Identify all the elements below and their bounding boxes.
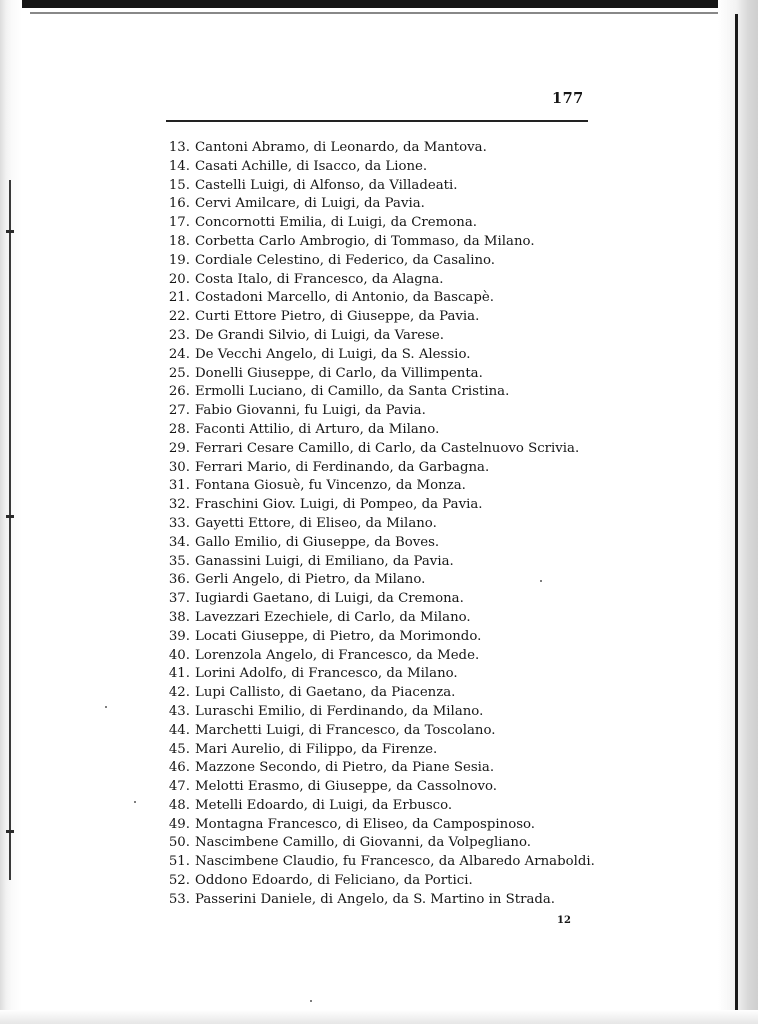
entry-number: 31. [168,478,190,494]
scan-top-edge [0,0,758,8]
list-item [160,684,595,703]
entry-text: Passerini Daniele, di Angelo, da S. Martino in Strada. [195,891,556,907]
entry-number: 27. [168,403,190,419]
list-item [160,327,595,346]
list-item [160,496,595,515]
entry-number: 14. [168,158,190,174]
entry-number: 45. [168,741,190,757]
entry-text: Ermolli Luciano, di Camillo, da Santa Cristina. [195,384,510,400]
scan-right-edge [718,0,758,1024]
entry-number: 34. [168,534,190,550]
list-item [160,647,595,666]
entry-number: 19. [168,252,190,268]
entry-number: 26. [168,384,190,400]
name-list [160,139,595,910]
entry-number: 22. [168,309,190,325]
entry-text: Nascimbene Camillo, di Giovanni, da Volpegliano. [195,835,531,851]
list-item [160,252,595,271]
entry-text: Fraschini Giov. Luigi, di Pompeo, da Pavia. [195,497,483,513]
entry-number: 24. [168,346,190,362]
list-item [160,515,595,534]
entry-number: 44. [168,722,190,738]
entry-number: 50. [168,835,190,851]
list-item [160,628,595,647]
entry-text: Corbetta Carlo Ambrogio, di Tommaso, da Milano. [195,233,535,249]
list-item [160,289,595,308]
entry-text: Castelli Luigi, di Alfonso, da Villadeati. [195,177,458,193]
entry-number: 53. [168,891,190,907]
entry-number: 43. [168,703,190,719]
list-item [160,703,595,722]
entry-text: De Grandi Silvio, di Luigi, da Varese. [195,327,445,343]
list-item [160,778,595,797]
entry-text: Lavezzari Ezechiele, di Carlo, da Milano. [195,609,471,625]
list-item [160,722,595,741]
entry-number: 30. [168,459,190,475]
entry-text: Curti Ettore Pietro, di Giuseppe, da Pavia. [195,309,480,325]
binding-notch [6,230,14,233]
signature-mark: 12 [557,915,571,926]
entry-text: Mazzone Secondo, di Pietro, da Piane Sesia. [195,760,495,776]
entry-text: Gerli Angelo, di Pietro, da Milano. [195,572,426,588]
entry-text: Fontana Giosuè, fu Vincenzo, da Monza. [195,478,466,494]
list-item [160,571,595,590]
entry-text: Ganassini Luigi, di Emiliano, da Pavia. [195,553,454,569]
paper-speck [134,801,136,803]
scan-top-rule [30,12,720,14]
binding-notch [6,830,14,833]
entry-number: 29. [168,440,190,456]
header-rule [166,120,588,122]
entry-text: Costadoni Marcello, di Antonio, da Bascapè. [195,290,494,306]
entry-text: Locati Giuseppe, di Pietro, da Morimondo. [195,628,482,644]
entry-number: 21. [168,290,190,306]
entry-text: Oddono Edoardo, di Feliciano, da Portici. [195,873,473,889]
entry-number: 28. [168,421,190,437]
entry-number: 41. [168,666,190,682]
entry-text: Donelli Giuseppe, di Carlo, da Villimpenta. [195,365,483,381]
entry-text: Fabio Giovanni, fu Luigi, da Pavia. [195,403,426,419]
list-item [160,459,595,478]
list-item [160,402,595,421]
list-item [160,816,595,835]
entry-number: 51. [168,854,190,870]
entry-text: Cantoni Abramo, di Leonardo, da Mantova. [195,140,487,155]
entry-number: 37. [168,591,190,607]
entry-number: 48. [168,797,190,813]
entry-text: Gayetti Ettore, di Eliseo, da Milano. [195,515,437,531]
entry-text: Casati Achille, di Isacco, da Lione. [195,158,428,174]
entry-number: 40. [168,647,190,663]
list-item [160,609,595,628]
entry-text: Faconti Attilio, di Arturo, da Milano. [195,421,440,437]
list-item [160,741,595,760]
entry-number: 52. [168,873,190,889]
entry-number: 20. [168,271,190,287]
entry-text: Iugiardi Gaetano, di Luigi, da Cremona. [195,591,464,607]
entry-text: Nascimbene Claudio, fu Francesco, da Albaredo Arnaboldi. [195,854,595,870]
entry-number: 16. [168,196,190,212]
list-item [160,214,595,233]
entry-number: 46. [168,760,190,776]
entry-text: Montagna Francesco, di Eliseo, da Campospinoso. [195,816,536,832]
entry-text: Lupi Callisto, di Gaetano, da Piacenza. [195,685,456,701]
entry-text: Melotti Erasmo, di Giuseppe, da Cassolnovo. [195,779,498,795]
entry-text: Concornotti Emilia, di Luigi, da Cremona. [195,215,477,231]
paper-speck [105,706,107,708]
entry-number: 47. [168,779,190,795]
entry-number: 15. [168,177,190,193]
entry-text: Costa Italo, di Francesco, da Alagna. [195,271,444,287]
entry-number: 35. [168,553,190,569]
entry-number: 13. [168,140,190,155]
entry-number: 32. [168,497,190,513]
list-item [160,853,595,872]
binding-notch [6,515,14,518]
list-item [160,195,595,214]
entry-text: Metelli Edoardo, di Luigi, da Erbusco. [195,797,453,813]
page-right-edge [735,14,738,1024]
list-item [160,440,595,459]
list-item [160,477,595,496]
entry-number: 18. [168,233,190,249]
list-item [160,834,595,853]
list-item [160,421,595,440]
list-item [160,553,595,572]
list-item [160,139,595,158]
entry-text: Ferrari Cesare Camillo, di Carlo, da Castelnuovo Scrivia. [195,440,580,456]
list-item [160,271,595,290]
list-item [160,534,595,553]
entry-text: Cordiale Celestino, di Federico, da Casalino. [195,252,496,268]
entry-text: Gallo Emilio, di Giuseppe, da Boves. [195,534,440,550]
list-item [160,872,595,891]
page-number: 177 [552,90,584,107]
entry-text: Marchetti Luigi, di Francesco, da Toscolano. [195,722,496,738]
entry-number: 33. [168,515,190,531]
entry-text: De Vecchi Angelo, di Luigi, da S. Alessio. [195,346,471,362]
entry-number: 36. [168,572,190,588]
entry-number: 42. [168,685,190,701]
binding-line [9,180,11,880]
entry-text: Mari Aurelio, di Filippo, da Firenze. [195,741,438,757]
list-item [160,665,595,684]
entry-number: 39. [168,628,190,644]
scan-left-edge [0,0,22,1024]
list-item [160,308,595,327]
list-item [160,158,595,177]
list-item [160,177,595,196]
entry-number: 25. [168,365,190,381]
entry-number: 23. [168,327,190,343]
entry-number: 49. [168,816,190,832]
entry-number: 17. [168,215,190,231]
list-item [160,365,595,384]
list-item [160,346,595,365]
list-item [160,383,595,402]
entry-number: 38. [168,609,190,625]
entry-text: Lorini Adolfo, di Francesco, da Milano. [195,666,458,682]
list-item [160,891,595,910]
paper-speck [310,1000,312,1002]
list-item [160,590,595,609]
list-item [160,797,595,816]
scan-bottom-edge [0,1010,758,1024]
list-item [160,759,595,778]
entry-text: Cervi Amilcare, di Luigi, da Pavia. [195,196,425,212]
entry-text: Luraschi Emilio, di Ferdinando, da Milano. [195,703,484,719]
entry-text: Lorenzola Angelo, di Francesco, da Mede. [195,647,480,663]
list-item [160,233,595,252]
entry-text: Ferrari Mario, di Ferdinando, da Garbagna. [195,459,490,475]
